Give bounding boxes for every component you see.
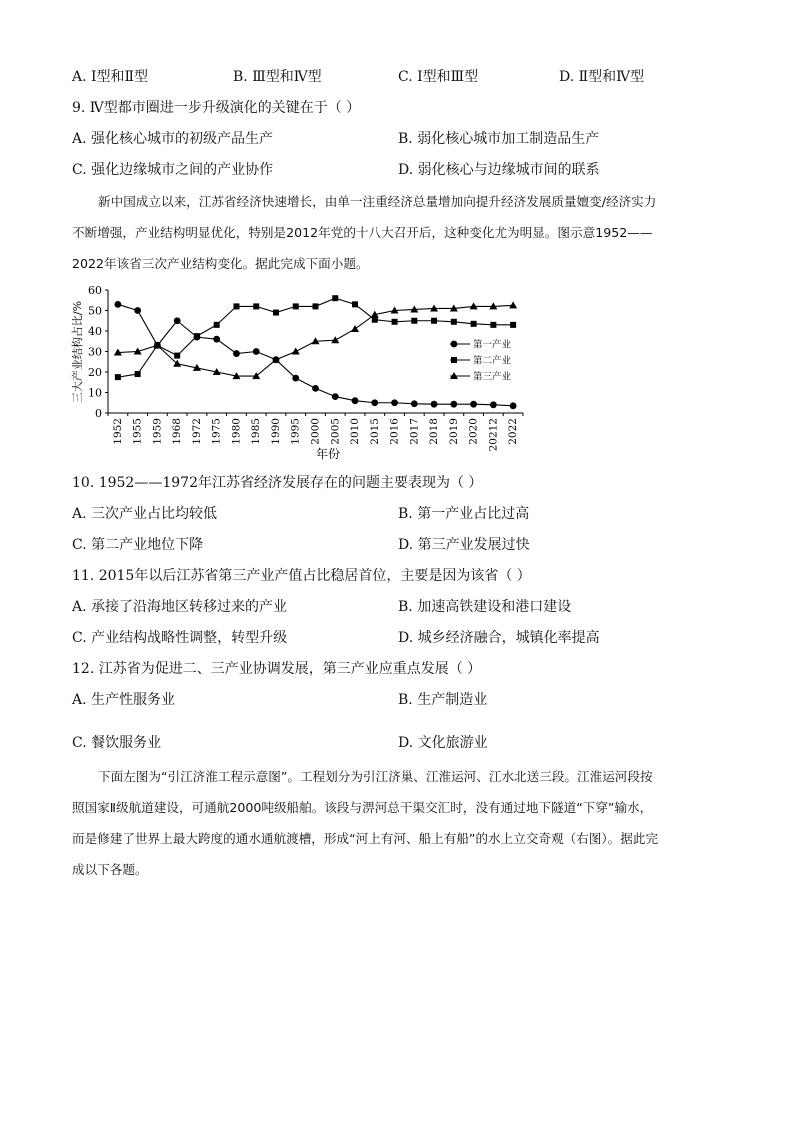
series-2-point [471, 321, 477, 327]
series-2-point [392, 319, 398, 325]
passage-2-line-1: 下面左图为“引江济淮工程示意图”。工程划分为引江济巢、江淮运河、江水北送三段。江淮运河段按 [98, 769, 653, 784]
series-2-point [214, 322, 220, 328]
series-1-point [431, 401, 438, 408]
series-1-point [391, 399, 398, 406]
q10-option-c[interactable]: C. 第二产业地位下降 [72, 537, 204, 553]
chart-x-tick-label: 2005 [329, 418, 342, 445]
series-1-point [332, 393, 339, 400]
series-3-point [292, 348, 300, 355]
q9-option-d[interactable]: D. 弱化核心与边缘城市间的联系 [398, 162, 600, 178]
chart-x-tick-label: 1980 [230, 418, 243, 445]
series-1-point [470, 401, 477, 408]
q10-stem: 10. 1952——1972年江苏省经济发展存在的问题主要表现为（ ） [72, 475, 483, 491]
q10-option-d[interactable]: D. 第三产业发展过快 [398, 537, 530, 553]
passage-1-line-3: 2022年该省三次产业结构变化。据此完成下面小题。 [72, 256, 369, 271]
series-1-point [510, 402, 517, 409]
chart-y-tick-label: 50 [88, 304, 102, 318]
series-2-point [372, 317, 378, 323]
chart-x-tick-label: 1995 [289, 418, 302, 445]
q12-option-d[interactable]: D. 文化旅游业 [398, 735, 488, 751]
series-2-point [313, 303, 319, 309]
series-2-point [194, 333, 200, 339]
chart-x-tick-label: 1990 [269, 418, 282, 445]
passage-2 [72, 761, 722, 885]
series-2-point [174, 353, 180, 359]
series-3-point [351, 325, 359, 332]
passage-1-line-1: 新中国成立以来，江苏省经济快速增长，由单一注重经济总量增加向提升经济发展质量嬗变/经济实力 [98, 194, 657, 209]
q12-stem: 12. 江苏省为促进二、三产业协调发展，第三产业应重点发展（ ） [72, 661, 482, 677]
q11-option-d[interactable]: D. 城乡经济融合，城镇化率提高 [398, 630, 600, 646]
series-2-point [115, 374, 121, 380]
series-1-point [233, 350, 240, 357]
series-1-point [174, 317, 181, 324]
q11-option-c[interactable]: C. 产业结构战略性调整，转型升级 [72, 630, 288, 646]
chart-y-tick-label: 30 [88, 345, 102, 359]
passage-2-line-2: 照国家Ⅱ级航道建设，可通航2000吨级船舶。该段与淠河总干渠交汇时，没有通过地下隧道“下穿”输水， [72, 800, 653, 815]
series-2-point [135, 371, 141, 377]
chart-x-tick-label: 1968 [171, 418, 184, 445]
chart-x-tick-label: 2010 [349, 418, 362, 445]
series-1-point [114, 301, 121, 308]
series-2-point [451, 319, 457, 325]
q12-option-a[interactable]: A. 生产性服务业 [72, 692, 176, 708]
q11-option-b[interactable]: B. 加速高铁建设和港口建设 [398, 599, 572, 615]
passage-2-line-4: 成以下各题。 [72, 862, 148, 877]
series-2-point [411, 318, 417, 324]
passage-1-line-2: 不断增强，产业结构明显优化，特别是2012年党的十八大召开后，这种变化尤为明显。图示意1952—— [72, 225, 653, 240]
series-1-point [312, 385, 319, 392]
series-3-point [331, 336, 339, 343]
chart-y-tick-label: 0 [95, 407, 102, 420]
chart-y-tick-label: 10 [88, 386, 102, 400]
q10-option-b[interactable]: B. 第一产业占比过高 [398, 506, 530, 522]
q9-stem: 9. Ⅳ型都市圈进一步升级演化的关键在于（ ） [72, 100, 361, 116]
q8-option-d[interactable]: D. Ⅱ型和Ⅳ型 [559, 69, 645, 85]
series-2-point [233, 303, 239, 309]
series-2-point [431, 318, 437, 324]
chart-x-tick-label: 1985 [250, 418, 263, 445]
series-1-point [411, 400, 418, 407]
chart-y-tick-label: 40 [88, 325, 102, 338]
legend-label-3: 第三产业 [473, 371, 512, 383]
series-2-point [253, 303, 259, 309]
chart-x-tick-label: 1955 [131, 418, 144, 445]
passage-1 [72, 186, 722, 279]
q12-option-b[interactable]: B. 生产制造业 [398, 692, 488, 708]
chart-y-tick-label: 60 [88, 284, 102, 297]
passage-2-line-3: 而是修建了世界上最大跨度的通水通航渡槽，形成“河上有河、船上有船”的水上立交奇观（右图）。据此完 [72, 831, 659, 846]
series-1-point [490, 401, 497, 408]
series-2-point [332, 295, 338, 301]
industry-structure-chart [68, 280, 538, 465]
series-1-point [213, 336, 220, 343]
q9-option-b[interactable]: B. 弱化核心城市加工制造品生产 [398, 131, 600, 147]
series-1-point [450, 401, 457, 408]
series-1-point [134, 307, 141, 314]
chart-y-tick-label: 20 [88, 366, 102, 379]
series-2-point [293, 303, 299, 309]
series-2-point [352, 301, 358, 307]
legend-label-1: 第一产业 [473, 339, 512, 351]
q11-stem: 11. 2015年以后江苏省第三产业产值占比稳居首位，主要是因为该省（ ） [72, 568, 531, 584]
q9-option-c[interactable]: C. 强化边缘城市之间的产业协作 [72, 162, 274, 178]
chart-x-tick-label: 2022 [507, 418, 520, 445]
series-2-point [510, 322, 516, 328]
chart-x-tick-label: 2020 [467, 418, 480, 445]
series-1-point [292, 375, 299, 382]
series-2-point [490, 322, 496, 328]
chart-x-tick-label: 2015 [368, 418, 381, 445]
series-2-point [273, 310, 279, 316]
q11-option-a[interactable]: A. 承接了沿海地区转移过来的产业 [72, 599, 288, 615]
chart-x-tick-label: 2016 [388, 418, 401, 445]
chart-x-tick-label: 1975 [210, 418, 223, 445]
chart-x-tick-label: 1959 [151, 418, 164, 445]
chart-x-tick-label: 1952 [111, 418, 124, 445]
series-1-point [253, 348, 260, 355]
legend-label-2: 第二产业 [473, 355, 512, 367]
chart-x-tick-label: 2017 [408, 418, 421, 445]
q12-option-c[interactable]: C. 餐饮服务业 [72, 735, 162, 751]
chart-x-tick-label: 2018 [428, 418, 441, 445]
chart-x-tick-label: 2000 [309, 418, 322, 445]
series-1-point [371, 399, 378, 406]
series-1-point [352, 397, 359, 404]
q8-option-a[interactable]: A. Ⅰ型和Ⅱ型 [72, 69, 149, 85]
q9-option-a[interactable]: A. 强化核心城市的初级产品生产 [72, 131, 274, 147]
legend-marker-2 [451, 357, 457, 363]
q10-option-a[interactable]: A. 三次产业占比均较低 [72, 506, 218, 522]
series-3-point [509, 301, 517, 308]
chart-x-tick-label: 2019 [447, 418, 460, 445]
chart-x-tick-label: 20212 [487, 418, 500, 452]
legend-marker-1 [451, 341, 458, 348]
chart-y-axis-label: 三大产业结构占比/% [71, 300, 84, 404]
chart-x-axis-label: 年份 [315, 447, 341, 461]
q8-option-b[interactable]: B. Ⅲ型和Ⅳ型 [233, 69, 322, 85]
q8-option-c[interactable]: C. Ⅰ型和Ⅲ型 [398, 69, 479, 85]
chart-x-tick-label: 1972 [190, 418, 203, 445]
